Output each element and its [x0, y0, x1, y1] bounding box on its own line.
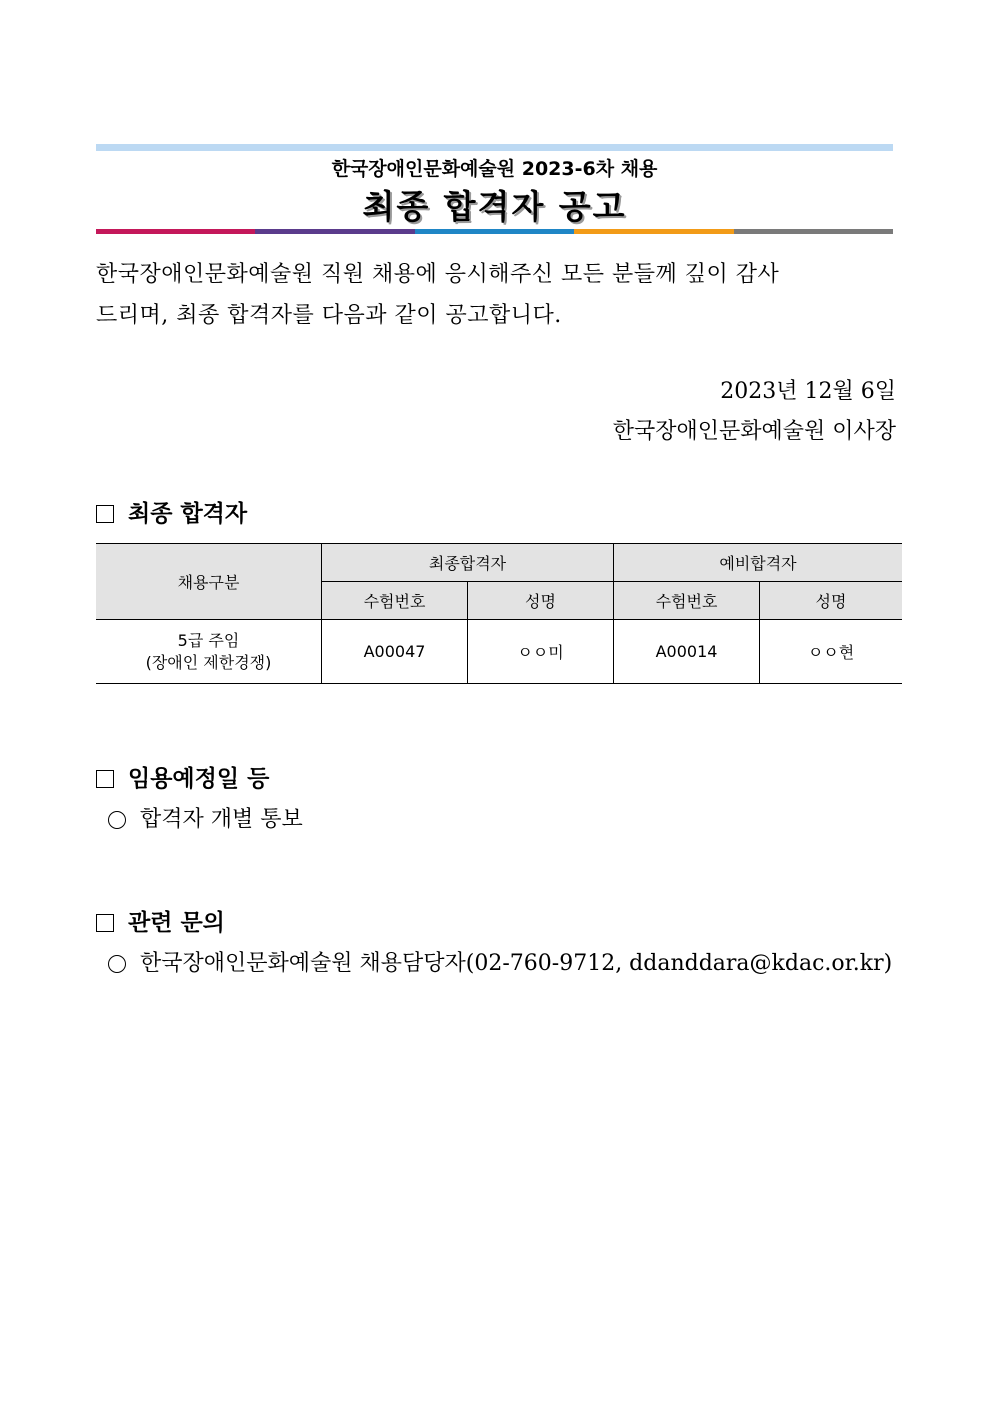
- header-reserve-name: 성명: [760, 582, 903, 620]
- appointment-bullet: [108, 804, 303, 836]
- issuer-name: 한국장애인문화예술원 이사장: [612, 419, 896, 444]
- divider-segment: [734, 229, 893, 234]
- intro-line: 한국장애인문화예술원 직원 채용에 응시해주신 모든 분들께 깊이 감사: [96, 262, 780, 287]
- section-heading-text: 임용예정일 등: [128, 765, 270, 792]
- circle-bullet-icon: [108, 955, 126, 973]
- top-accent-bar: [96, 144, 893, 151]
- square-bullet-icon: [96, 770, 114, 788]
- header-reserve-group: 예비합격자: [614, 544, 903, 582]
- notice-subtitle: 한국장애인문화예술원 2023-6차 채용: [331, 158, 658, 180]
- section-heading-appointment: [96, 763, 269, 795]
- cell-final-name: ㅇㅇ미: [468, 620, 614, 684]
- bullet-text: 한국장애인문화예술원 채용담당자(02-760-9712, ddanddara@kdac.or.kr): [140, 951, 893, 976]
- circle-bullet-icon: [108, 811, 126, 829]
- notice-date: 2023년 12월 6일: [720, 379, 896, 404]
- category-line: (장애인 제한경쟁): [145, 652, 272, 672]
- notice-title: 최종 합격자 공고: [362, 187, 627, 226]
- cell-category: [96, 620, 322, 684]
- header-final-exam-no: 수험번호: [322, 582, 468, 620]
- intro-line: 드리며, 최종 합격자를 다음과 같이 공고합니다.: [96, 303, 562, 328]
- header-category: 채용구분: [96, 544, 322, 620]
- section-heading-text: 관련 문의: [128, 909, 225, 936]
- table-row: [96, 620, 902, 684]
- section-heading-final: [96, 498, 247, 530]
- cell-final-exam-no: A00047: [322, 620, 468, 684]
- cell-reserve-name: ㅇㅇ현: [760, 620, 903, 684]
- category-line: 5급 주임: [177, 630, 240, 650]
- results-table: [96, 543, 902, 684]
- divider-segment: [574, 229, 733, 234]
- square-bullet-icon: [96, 914, 114, 932]
- bullet-text: 합격자 개별 통보: [140, 807, 303, 832]
- intro-paragraph: [96, 254, 896, 336]
- divider-segment: [415, 229, 574, 234]
- section-heading-text: 최종 합격자: [128, 500, 248, 527]
- header-final-name: 성명: [468, 582, 614, 620]
- section-heading-contact: [96, 907, 225, 939]
- multicolor-divider: [96, 229, 893, 234]
- header-final-group: 최종합격자: [322, 544, 614, 582]
- header-reserve-exam-no: 수험번호: [614, 582, 760, 620]
- divider-segment: [255, 229, 414, 234]
- contact-bullet: [108, 948, 892, 980]
- table-header-row: [96, 544, 902, 582]
- divider-segment: [96, 229, 255, 234]
- cell-reserve-exam-no: A00014: [614, 620, 760, 684]
- square-bullet-icon: [96, 505, 114, 523]
